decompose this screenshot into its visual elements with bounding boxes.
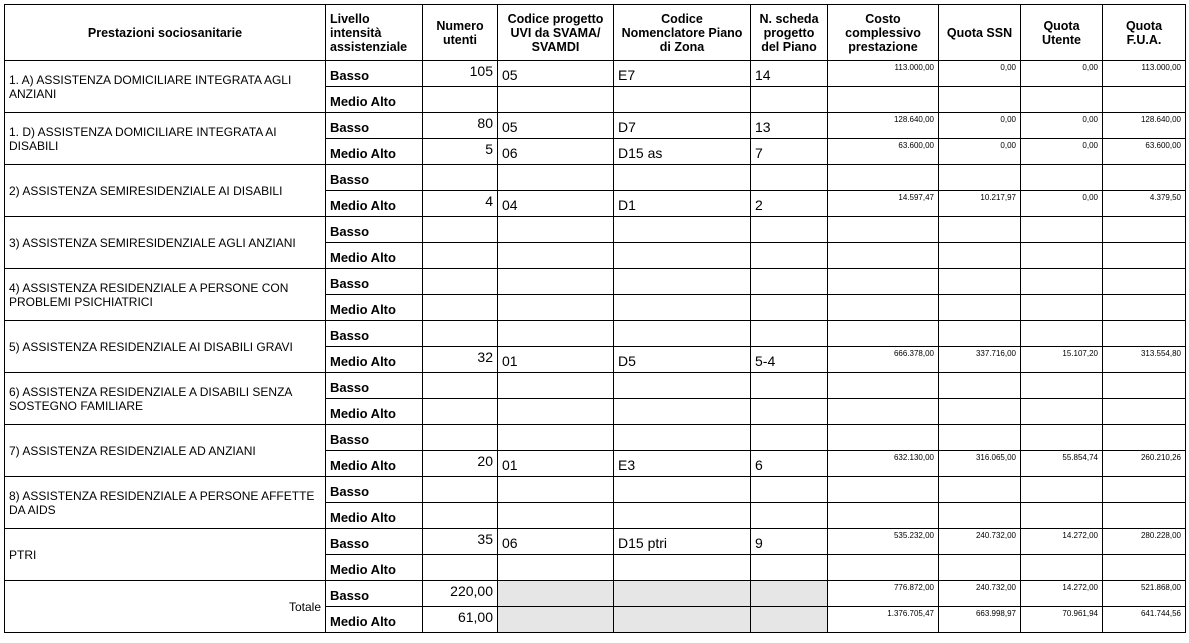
- codice-uvi-cell: [498, 269, 614, 295]
- codice-nomenclatore-cell: [614, 477, 751, 503]
- fua-cell: [1103, 425, 1186, 451]
- codice-uvi-cell: 05: [498, 61, 614, 87]
- codice-nomenclatore-cell: [614, 217, 751, 243]
- numero-cell: 5: [423, 139, 498, 165]
- prestazione-cell: 4) ASSISTENZA RESIDENZIALE A PERSONE CON PROBLEMI PSICHIATRICI: [5, 269, 326, 321]
- fua-cell: 313.554,80: [1103, 347, 1186, 373]
- numero-cell: [423, 399, 498, 425]
- table-row: [5, 529, 1186, 555]
- codice-nomenclatore-cell: [614, 243, 751, 269]
- utente-cell: 0,00: [1021, 139, 1103, 165]
- fua-cell: [1103, 269, 1186, 295]
- costo-cell: [828, 399, 939, 425]
- codice-uvi-cell: 04: [498, 191, 614, 217]
- utente-cell: 0,00: [1021, 191, 1103, 217]
- numero-cell: [423, 425, 498, 451]
- fua-cell: [1103, 399, 1186, 425]
- fua-cell: 113.000,00: [1103, 61, 1186, 87]
- level-cell: Basso: [326, 269, 423, 295]
- level-cell: Medio Alto: [326, 191, 423, 217]
- scheda-cell: [751, 425, 828, 451]
- fua-cell: [1103, 503, 1186, 529]
- ssn-cell: [939, 373, 1021, 399]
- header-quota-utente: Quota Utente: [1021, 5, 1103, 61]
- ssn-cell: 0,00: [939, 61, 1021, 87]
- level-cell: Basso: [326, 61, 423, 87]
- codice-nomenclatore-cell: [614, 425, 751, 451]
- fua-cell: 4.379,50: [1103, 191, 1186, 217]
- prestazione-cell: 2) ASSISTENZA SEMIRESIDENZIALE AI DISABILI: [5, 165, 326, 217]
- costo-cell: 14.597,47: [828, 191, 939, 217]
- numero-cell: 35: [423, 529, 498, 555]
- codice-nomenclatore-cell: D1: [614, 191, 751, 217]
- scheda-cell: [751, 269, 828, 295]
- fua-cell: [1103, 243, 1186, 269]
- scheda-cell: [751, 373, 828, 399]
- utente-cell: 14.272,00: [1021, 529, 1103, 555]
- ssn-cell: 240.732,00: [939, 529, 1021, 555]
- costo-cell: [828, 87, 939, 113]
- utente-cell: 15.107,20: [1021, 347, 1103, 373]
- costo-cell: 63.600,00: [828, 139, 939, 165]
- level-cell: Basso: [326, 373, 423, 399]
- codice-uvi-cell: 06: [498, 529, 614, 555]
- level-cell: Basso: [326, 477, 423, 503]
- level-cell: Basso: [326, 113, 423, 139]
- numero-cell: [423, 477, 498, 503]
- costo-cell: [828, 477, 939, 503]
- codice-uvi-cell: [498, 477, 614, 503]
- codice-nomenclatore-cell: [614, 399, 751, 425]
- ssn-cell: 337.716,00: [939, 347, 1021, 373]
- costo-cell: [828, 321, 939, 347]
- codice-uvi-cell: 01: [498, 451, 614, 477]
- codice-nomenclatore-cell: [614, 87, 751, 113]
- utente-cell: [1021, 243, 1103, 269]
- ssn-cell: 240.732,00: [939, 581, 1021, 607]
- costo-cell: [828, 373, 939, 399]
- scheda-cell: 7: [751, 139, 828, 165]
- codice-nomenclatore-cell: [614, 269, 751, 295]
- prestazione-cell: PTRI: [5, 529, 326, 581]
- level-cell: Basso: [326, 581, 423, 607]
- ssn-cell: 0,00: [939, 113, 1021, 139]
- table-row: [5, 269, 1186, 295]
- utente-cell: [1021, 373, 1103, 399]
- utente-cell: [1021, 555, 1103, 581]
- codice-nomenclatore-cell: [614, 373, 751, 399]
- table-row: [5, 61, 1186, 87]
- ssn-cell: [939, 399, 1021, 425]
- level-cell: Basso: [326, 165, 423, 191]
- fua-cell: [1103, 555, 1186, 581]
- level-cell: Medio Alto: [326, 607, 423, 633]
- codice-nomenclatore-cell: E3: [614, 451, 751, 477]
- costo-cell: [828, 165, 939, 191]
- empty-cell: [751, 581, 828, 607]
- codice-uvi-cell: [498, 87, 614, 113]
- scheda-cell: 14: [751, 61, 828, 87]
- codice-uvi-cell: [498, 425, 614, 451]
- scheda-cell: [751, 165, 828, 191]
- codice-uvi-cell: [498, 217, 614, 243]
- header-codice-uvi: Codice progetto UVI da SVAMA/ SVAMDI: [498, 5, 614, 61]
- codice-uvi-cell: [498, 321, 614, 347]
- numero-cell: 220,00: [423, 581, 498, 607]
- ssn-cell: [939, 217, 1021, 243]
- codice-nomenclatore-cell: [614, 295, 751, 321]
- table-row: [5, 113, 1186, 139]
- utente-cell: [1021, 217, 1103, 243]
- scheda-cell: [751, 243, 828, 269]
- prestazione-cell: 5) ASSISTENZA RESIDENZIALE AI DISABILI GRAVI: [5, 321, 326, 373]
- fua-cell: 521.868,00: [1103, 581, 1186, 607]
- utente-cell: [1021, 399, 1103, 425]
- utente-cell: [1021, 321, 1103, 347]
- level-cell: Medio Alto: [326, 139, 423, 165]
- level-cell: Medio Alto: [326, 451, 423, 477]
- prestazione-cell: 1. A) ASSISTENZA DOMICILIARE INTEGRATA AGLI ANZIANI: [5, 61, 326, 113]
- costo-cell: [828, 555, 939, 581]
- table-row: [5, 477, 1186, 503]
- numero-cell: [423, 243, 498, 269]
- empty-cell: [751, 607, 828, 633]
- utente-cell: [1021, 425, 1103, 451]
- level-cell: Medio Alto: [326, 87, 423, 113]
- header-prestazioni: Prestazioni sociosanitarie: [5, 5, 326, 61]
- costo-cell: [828, 217, 939, 243]
- scheda-cell: [751, 555, 828, 581]
- level-cell: Medio Alto: [326, 347, 423, 373]
- codice-uvi-cell: 06: [498, 139, 614, 165]
- table-body: [5, 61, 1186, 633]
- scheda-cell: 13: [751, 113, 828, 139]
- level-cell: Medio Alto: [326, 243, 423, 269]
- scheda-cell: [751, 477, 828, 503]
- fua-cell: [1103, 87, 1186, 113]
- utente-cell: [1021, 87, 1103, 113]
- table-row: [5, 321, 1186, 347]
- ssn-cell: [939, 555, 1021, 581]
- header-codice-nomenclatore: Codice Nomenclatore Piano di Zona: [614, 5, 751, 61]
- costo-cell: 632.130,00: [828, 451, 939, 477]
- fua-cell: [1103, 477, 1186, 503]
- fua-cell: [1103, 373, 1186, 399]
- prestazione-cell: 1. D) ASSISTENZA DOMICILIARE INTEGRATA AI DISABILI: [5, 113, 326, 165]
- scheda-cell: [751, 321, 828, 347]
- costo-cell: [828, 503, 939, 529]
- utente-cell: [1021, 295, 1103, 321]
- fua-cell: [1103, 295, 1186, 321]
- codice-uvi-cell: [498, 373, 614, 399]
- codice-uvi-cell: [498, 399, 614, 425]
- empty-cell: [498, 607, 614, 633]
- ssn-cell: [939, 503, 1021, 529]
- numero-cell: 32: [423, 347, 498, 373]
- codice-nomenclatore-cell: [614, 503, 751, 529]
- scheda-cell: 5-4: [751, 347, 828, 373]
- scheda-cell: [751, 399, 828, 425]
- level-cell: Medio Alto: [326, 399, 423, 425]
- scheda-cell: 6: [751, 451, 828, 477]
- costo-cell: 1.376.705,47: [828, 607, 939, 633]
- utente-cell: [1021, 269, 1103, 295]
- level-cell: Basso: [326, 425, 423, 451]
- prestazione-cell: 6) ASSISTENZA RESIDENZIALE A DISABILI SENZA SOSTEGNO FAMILIARE: [5, 373, 326, 425]
- ssn-cell: 10.217,97: [939, 191, 1021, 217]
- level-cell: Medio Alto: [326, 503, 423, 529]
- scheda-cell: 9: [751, 529, 828, 555]
- utente-cell: 70.961,94: [1021, 607, 1103, 633]
- ssn-cell: [939, 425, 1021, 451]
- prestazioni-table: [4, 4, 1186, 633]
- numero-cell: 80: [423, 113, 498, 139]
- ssn-cell: 0,00: [939, 139, 1021, 165]
- utente-cell: 0,00: [1021, 113, 1103, 139]
- header-row: [5, 5, 1186, 61]
- header-costo: Costo complessivo prestazione: [828, 5, 939, 61]
- table-row: [5, 217, 1186, 243]
- costo-cell: [828, 425, 939, 451]
- costo-cell: 113.000,00: [828, 61, 939, 87]
- utente-cell: [1021, 477, 1103, 503]
- codice-uvi-cell: 01: [498, 347, 614, 373]
- ssn-cell: 316.065,00: [939, 451, 1021, 477]
- ssn-cell: [939, 295, 1021, 321]
- numero-cell: [423, 555, 498, 581]
- numero-cell: 105: [423, 61, 498, 87]
- numero-cell: 20: [423, 451, 498, 477]
- totale-label: Totale: [5, 581, 326, 633]
- ssn-cell: [939, 269, 1021, 295]
- level-cell: Basso: [326, 529, 423, 555]
- fua-cell: 63.600,00: [1103, 139, 1186, 165]
- empty-cell: [614, 581, 751, 607]
- codice-nomenclatore-cell: [614, 555, 751, 581]
- utente-cell: 0,00: [1021, 61, 1103, 87]
- codice-nomenclatore-cell: D7: [614, 113, 751, 139]
- prestazione-cell: 3) ASSISTENZA SEMIRESIDENZIALE AGLI ANZIANI: [5, 217, 326, 269]
- codice-nomenclatore-cell: D5: [614, 347, 751, 373]
- codice-uvi-cell: [498, 555, 614, 581]
- fua-cell: 280.228,00: [1103, 529, 1186, 555]
- numero-cell: [423, 295, 498, 321]
- numero-cell: [423, 269, 498, 295]
- numero-cell: 4: [423, 191, 498, 217]
- codice-nomenclatore-cell: D15 ptri: [614, 529, 751, 555]
- costo-cell: 666.378,00: [828, 347, 939, 373]
- fua-cell: 641.744,56: [1103, 607, 1186, 633]
- fua-cell: [1103, 321, 1186, 347]
- codice-nomenclatore-cell: [614, 321, 751, 347]
- numero-cell: [423, 165, 498, 191]
- scheda-cell: [751, 87, 828, 113]
- costo-cell: [828, 295, 939, 321]
- ssn-cell: [939, 165, 1021, 191]
- empty-cell: [614, 607, 751, 633]
- fua-cell: 128.640,00: [1103, 113, 1186, 139]
- numero-cell: 61,00: [423, 607, 498, 633]
- costo-cell: 128.640,00: [828, 113, 939, 139]
- numero-cell: [423, 217, 498, 243]
- header-quota-fua: Quota F.U.A.: [1103, 5, 1186, 61]
- utente-cell: 55.854,74: [1021, 451, 1103, 477]
- codice-uvi-cell: [498, 503, 614, 529]
- ssn-cell: [939, 321, 1021, 347]
- table-row: [5, 165, 1186, 191]
- header-quota-ssn: Quota SSN: [939, 5, 1021, 61]
- scheda-cell: [751, 503, 828, 529]
- codice-uvi-cell: 05: [498, 113, 614, 139]
- fua-cell: 260.210,26: [1103, 451, 1186, 477]
- codice-uvi-cell: [498, 243, 614, 269]
- table-row: [5, 425, 1186, 451]
- codice-nomenclatore-cell: D15 as: [614, 139, 751, 165]
- codice-uvi-cell: [498, 165, 614, 191]
- prestazione-cell: 7) ASSISTENZA RESIDENZIALE AD ANZIANI: [5, 425, 326, 477]
- numero-cell: [423, 503, 498, 529]
- utente-cell: 14.272,00: [1021, 581, 1103, 607]
- ssn-cell: [939, 87, 1021, 113]
- codice-nomenclatore-cell: E7: [614, 61, 751, 87]
- utente-cell: [1021, 165, 1103, 191]
- codice-nomenclatore-cell: [614, 165, 751, 191]
- numero-cell: [423, 87, 498, 113]
- prestazione-cell: 8) ASSISTENZA RESIDENZIALE A PERSONE AFFETTE DA AIDS: [5, 477, 326, 529]
- table-row: [5, 373, 1186, 399]
- level-cell: Medio Alto: [326, 555, 423, 581]
- costo-cell: 776.872,00: [828, 581, 939, 607]
- header-livello: Livello intensità assistenziale: [326, 5, 423, 61]
- empty-cell: [498, 581, 614, 607]
- ssn-cell: [939, 477, 1021, 503]
- fua-cell: [1103, 165, 1186, 191]
- utente-cell: [1021, 503, 1103, 529]
- header-numero: Numero utenti: [423, 5, 498, 61]
- costo-cell: 535.232,00: [828, 529, 939, 555]
- costo-cell: [828, 243, 939, 269]
- level-cell: Basso: [326, 217, 423, 243]
- ssn-cell: 663.998,97: [939, 607, 1021, 633]
- costo-cell: [828, 269, 939, 295]
- numero-cell: [423, 321, 498, 347]
- level-cell: Medio Alto: [326, 295, 423, 321]
- scheda-cell: 2: [751, 191, 828, 217]
- scheda-cell: [751, 295, 828, 321]
- scheda-cell: [751, 217, 828, 243]
- codice-uvi-cell: [498, 295, 614, 321]
- fua-cell: [1103, 217, 1186, 243]
- header-scheda: N. scheda progetto del Piano: [751, 5, 828, 61]
- totale-row-basso: [5, 581, 1186, 607]
- numero-cell: [423, 373, 498, 399]
- ssn-cell: [939, 243, 1021, 269]
- level-cell: Basso: [326, 321, 423, 347]
